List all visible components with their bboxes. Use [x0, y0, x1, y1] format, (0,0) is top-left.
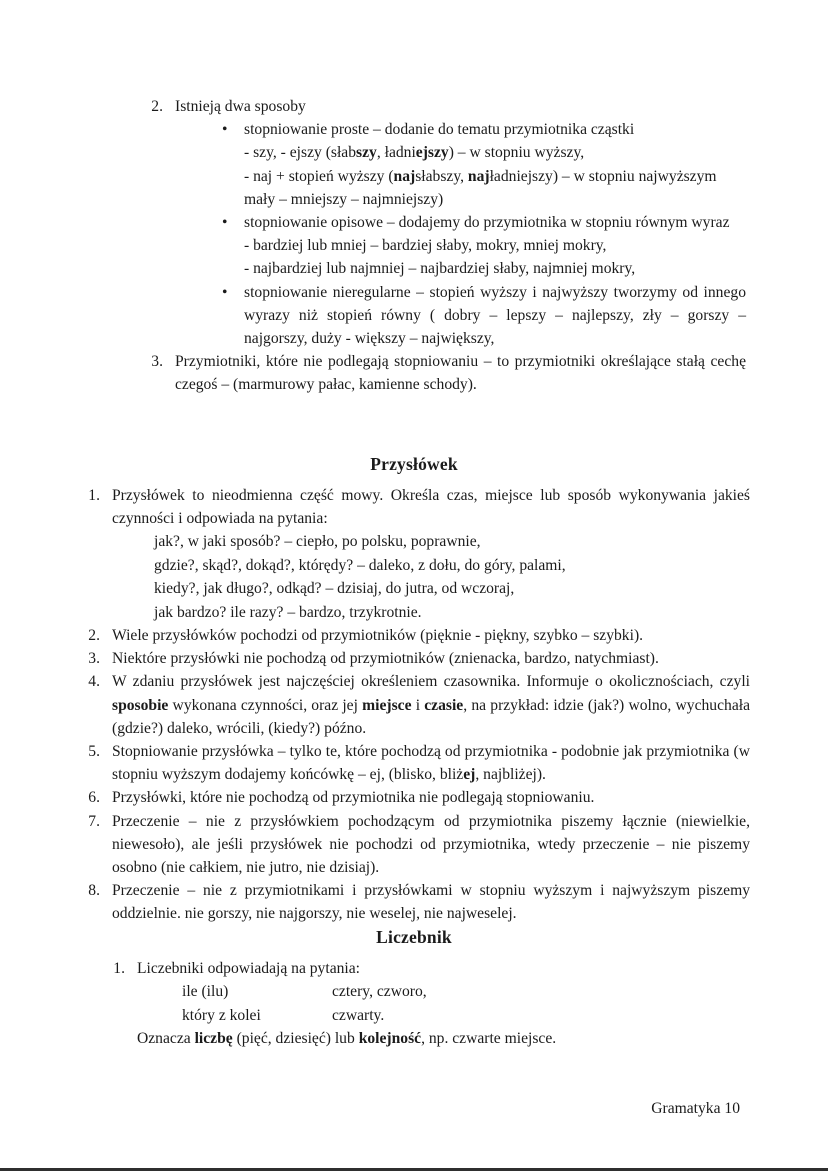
text-run: , najbliżej). — [475, 766, 546, 784]
text-mid: słabszy, — [415, 167, 468, 185]
list-marker: 7. — [88, 812, 100, 830]
qa-row — [137, 980, 750, 1003]
list-marker: 5. — [88, 743, 100, 761]
text-bold: liczbę — [194, 1030, 233, 1048]
list-marker: 1. — [88, 487, 100, 504]
list-item — [0, 350, 828, 396]
bullet-lead: stopniowanie proste – dodanie do tematu przymiotnika cząstki — [244, 121, 635, 139]
bullet-icon: • — [222, 121, 228, 139]
section-numeral — [0, 925, 828, 1050]
bullet-lead: stopniowanie nieregularne – stopień wyższy i najwyższy tworzymy od innego wyrazy niż stopień równy ( dobry – lepszy – najlepszy, zły – gorszy – najgorszy, duży - większy – największy, — [244, 283, 746, 348]
list-paragraph: Liczebniki odpowiadają na pytania: — [137, 960, 360, 977]
list-item — [0, 118, 828, 211]
text-run: , np. czwarte miejsce. — [421, 1030, 557, 1048]
list-text: Przysłówki, które nie pochodzą od przymiotnika nie podlegają stopniowaniu. — [112, 789, 595, 807]
list-marker: 2. — [88, 627, 100, 645]
bullet-lead: stopniowanie opisowe – dodajemy do przymiotnika w stopniu równym wyraz — [244, 214, 730, 232]
list-text: Istnieją dwa sposoby — [175, 98, 306, 115]
bullet-sub-line — [244, 141, 746, 164]
text-mid: , ładni — [376, 144, 416, 162]
question-line: gdzie?, skąd?, dokąd?, którędy? – daleko, z dołu, do góry, palami, — [154, 556, 566, 574]
list-text: Wiele przysłówków pochodzi od przymiotników (pięknie - piękny, szybko – szybki). — [112, 627, 644, 645]
text-post: ) – w stopniu wyższy, — [448, 144, 585, 162]
qa-answer: cztery, czworo, — [332, 983, 427, 1001]
text-bold: czasie — [424, 696, 464, 714]
bullet-sub-line: - najbardziej lub najmniej – najbardziej słaby, najmniej mokry, — [244, 260, 636, 278]
list-item — [0, 95, 828, 118]
qa-question: ile (ilu) — [182, 983, 229, 1001]
list-text: Przymiotniki, które nie podlegają stopniowaniu – to przymiotniki określające stałą cechę czegoś – (marmurowy pałac, kamienne schody). — [175, 353, 746, 394]
list-marker: 2. — [151, 98, 163, 115]
bullet-text — [244, 211, 746, 281]
text-run: Stopniowanie przysłówka – tylko te, które pochodzą od przymiotnika - podobnie jak przymiotnika (w stopniu wyższym dodajemy końcówkę – ej, (blisko, bliż — [112, 743, 750, 784]
text-run: , na przykład: idzie (jak?) wolno, wychuchała (gdzie?) daleko, wrócili, (kiedy?) późno. — [112, 696, 751, 737]
text-pre: - naj + stopień wyższy ( — [244, 167, 394, 185]
text-bold: miejsce — [362, 696, 412, 714]
list-item — [0, 624, 828, 647]
bullet-sub-line — [244, 165, 746, 188]
list-text: Przeczenie – nie z przysłówkiem pochodzącym od przymiotnika piszemy łącznie (niewielkie, niewesoło), ale jeśli przysłówek nie pochodzi od przymiotnika, wtedy przeczenie – nie piszemy osobno (nie całkiem, nie jutro, nie dzisiaj). — [112, 812, 750, 877]
bullet-icon: • — [222, 283, 228, 301]
page-footer — [0, 1098, 828, 1120]
text-run: wykonana czynności, oraz jej — [168, 696, 363, 714]
bullet-icon: • — [222, 214, 228, 232]
list-item — [0, 740, 828, 786]
list-text — [112, 484, 750, 624]
list-item — [0, 786, 828, 809]
list-marker: 3. — [88, 650, 100, 668]
list-item — [0, 810, 828, 880]
footer-text: Gramatyka 10 — [651, 1100, 740, 1117]
list-marker: 6. — [88, 789, 100, 807]
qa-question: który z kolei — [182, 1006, 261, 1024]
list-item — [0, 670, 828, 740]
text-post: ładniejszy) – w stopniu najwyższym — [489, 167, 717, 185]
list-item — [0, 484, 828, 624]
question-line: kiedy?, jak długo?, odkąd? – dzisiaj, do jutra, od wczoraj, — [154, 580, 515, 598]
bullet-text — [244, 281, 746, 351]
text-bold: ej — [463, 766, 476, 784]
list-marker: 4. — [88, 673, 100, 691]
numeral-summary — [137, 1027, 750, 1050]
section-heading-numeral: Liczebnik — [376, 927, 452, 947]
list-item — [0, 879, 828, 925]
question-line: jak?, w jaki sposób? – ciepło, po polsku, poprawnie, — [154, 533, 481, 551]
list-text: Przeczenie – nie z przymiotnikami i przysłówkami w stopniu wyższym i najwyższym piszemy oddzielnie. nie gorszy, nie najgorszy, nie weselej, nie najweselej. — [112, 882, 750, 923]
text-pre: - szy, - ejszy (słab — [244, 144, 357, 162]
bullet-sub-line: mały – mniejszy – najmniejszy) — [244, 190, 444, 208]
text-bold: naj — [393, 167, 416, 185]
list-text: Niektóre przysłówki nie pochodzą od przymiotników (znienacka, bardzo, natychmiast). — [112, 650, 659, 668]
list-item — [0, 957, 828, 1050]
bullet-sub-line: - bardziej lub mniej – bardziej słaby, mokry, mniej mokry, — [244, 237, 607, 255]
text-run: (pięć, dziesięć) lub — [232, 1030, 359, 1048]
question-line: jak bardzo? ile razy? – bardzo, trzykrotnie. — [154, 603, 422, 621]
bullet-text — [244, 118, 746, 211]
list-text — [137, 957, 750, 1050]
list-marker: 3. — [151, 353, 163, 371]
section-heading-adverb: Przysłówek — [370, 454, 458, 474]
text-bold: sposobie — [112, 696, 169, 714]
list-item — [0, 647, 828, 670]
text-run: i — [411, 696, 425, 714]
list-paragraph: Przysłówek to nieodmienna część mowy. Określa czas, miejsce lub sposób wykonywania jakieś czynności i odpowiada na pytania: — [112, 487, 750, 528]
text-bold: szy — [356, 144, 377, 162]
list-marker: 8. — [88, 882, 100, 900]
text-bold: kolejność — [358, 1030, 422, 1048]
list-text — [112, 670, 750, 740]
list-item — [0, 281, 828, 351]
qa-answer: czwarty. — [332, 1006, 385, 1024]
list-item — [0, 211, 828, 281]
text-run: W zdaniu przysłówek jest najczęściej określeniem czasownika. Informuje o okolicznościach, czyli — [112, 673, 750, 691]
bullet-list — [0, 118, 828, 350]
qa-row — [137, 1004, 750, 1027]
section-adverb — [0, 452, 828, 926]
text-bold: naj — [467, 167, 490, 185]
text-bold: ejszy — [415, 144, 449, 162]
list-marker: 1. — [113, 960, 125, 977]
section-adjective-degrees — [0, 95, 828, 397]
list-text — [112, 740, 750, 786]
text-run: Oznacza — [137, 1030, 195, 1048]
